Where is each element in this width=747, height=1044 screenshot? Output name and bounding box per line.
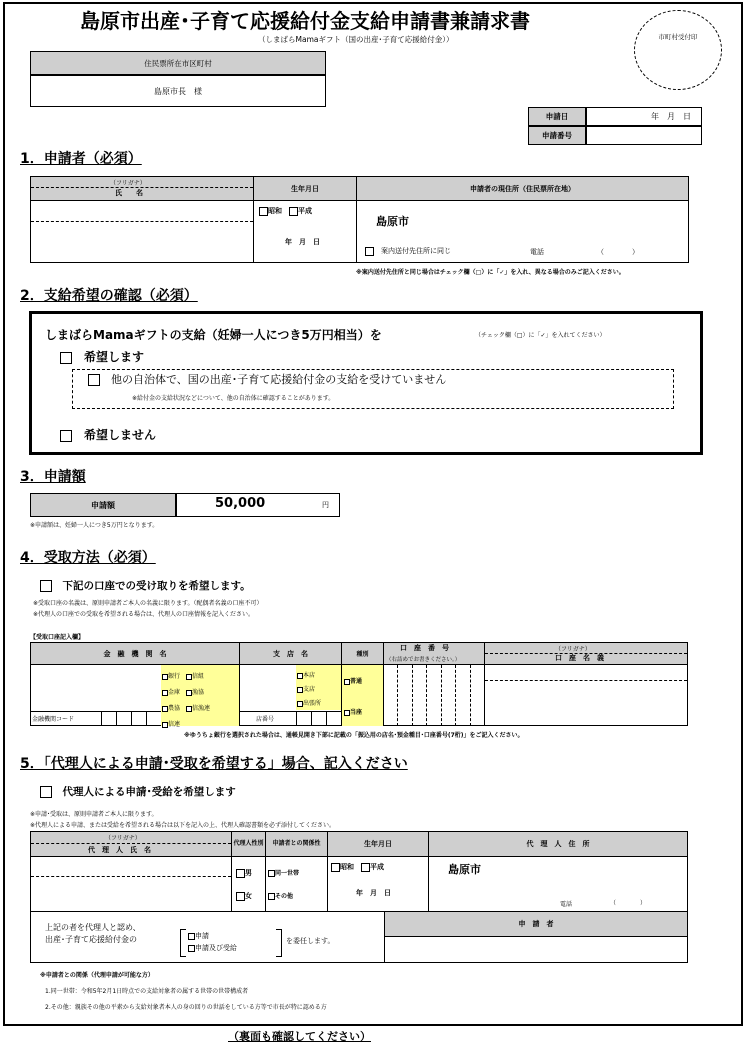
delegate-suffix: を委任します。	[286, 937, 335, 945]
branch-no-label: 店番号	[256, 716, 275, 723]
account-type-label: 種別	[356, 651, 369, 658]
proxy-sex-label: 代理人性別	[233, 839, 264, 847]
applicant-tel-label: 電話	[530, 248, 544, 256]
acct-type-futsu: 普通	[344, 676, 362, 685]
section3-note: ※申請額は、妊婦一人につき5万円となります。	[30, 522, 159, 529]
account-holder-field[interactable]	[485, 682, 687, 725]
proxy-tel-label: 電話	[560, 901, 573, 908]
section1-note: ※案内送付先住所と同じ場合はチェック欄（□）に「✓」を入れ、異なる場合のみご記入ください。	[356, 269, 625, 276]
same-address-checkbox[interactable]	[365, 247, 374, 256]
yucho-note: ※ゆうちょ銀行を選択された場合は、通帳見開き下部に記載の「振込用の店名･預金種目･口座番号(7桁)」をご記入ください。	[184, 732, 524, 739]
delegate-apply-checkbox[interactable]	[188, 933, 195, 940]
not-want-row: 希望しません	[60, 426, 156, 443]
account-number-label: 口 座 番 号	[400, 644, 449, 652]
account-type-options	[342, 665, 383, 726]
birth-label: 生年月日	[291, 184, 319, 193]
proxy-tel-field[interactable]: （ ）	[610, 900, 647, 907]
proxy-name-label: 代 理 人 氏 名	[88, 846, 151, 854]
branch-name-label: 支 店 名	[273, 649, 308, 658]
delegate-text1: 上記の者を代理人と認め、	[45, 923, 141, 932]
bank-type-list: 銀行 信組 金庫 漁協 農協 信漁連 信連	[162, 669, 210, 733]
section1-heading: 1．申請者（必須）	[20, 151, 142, 167]
account-holder-label: 口 座 名 義	[555, 654, 604, 662]
proxy-furigana-label: （フリガナ）	[105, 835, 141, 842]
relation-1: 1.同一世帯：令和5年2月1日時点での支給対象者の属する世帯の世帯構成者	[45, 988, 249, 995]
rel-same: 同一世帯	[268, 868, 299, 877]
section4-note2: ※代理人の口座での受取を希望される場合は、代理人の口座情報を記入ください。	[33, 611, 255, 618]
other-municipality-row: 他の自治体で、国の出産･子育て応援給付金の支給を受けていません	[88, 371, 446, 387]
bank-name-label: 金 融 機 関 名	[103, 649, 167, 658]
branch-no-field[interactable]	[296, 712, 341, 726]
bank-name-field[interactable]	[31, 665, 161, 711]
bank-code-field[interactable]	[101, 712, 161, 726]
applicant-name-field[interactable]	[31, 223, 253, 261]
applicant-tel-field[interactable]: （ ）	[597, 248, 639, 256]
acct-type-toza: 当座	[344, 707, 362, 716]
section5-heading: 5．「代理人による申請･受取を希望する」場合、記入ください	[20, 756, 408, 772]
proxy-name-field[interactable]	[31, 878, 231, 910]
bank-code-label: 金融機関コード	[32, 716, 75, 723]
delegate-apply-receive-checkbox[interactable]	[188, 945, 195, 952]
apply-date-field[interactable]: 年 月 日	[586, 107, 702, 126]
not-want-checkbox[interactable]	[60, 430, 72, 442]
section2-question: しまばらMamaギフトの支給（妊婦一人につき5万円相当）を	[45, 328, 382, 342]
applicant-name-label: 氏 名	[115, 189, 143, 197]
proxy-birth-label: 生年月日	[364, 840, 392, 848]
apply-date-label: 申請日	[528, 107, 586, 126]
other-municipality-checkbox[interactable]	[88, 374, 100, 386]
female-checkbox[interactable]	[236, 892, 245, 901]
section4-heading: 4．受取方法（必須）	[20, 550, 156, 566]
account-checkbox[interactable]	[40, 580, 52, 592]
delegate-opt2: 申請及び受給	[188, 943, 237, 953]
section5-note2: ※代理人による申請、または受給を希望される場合は以下を記入の上、代理人確認書類を必ず添付してください。	[30, 822, 336, 829]
proxy-furigana-field[interactable]	[31, 858, 231, 875]
rel-same-checkbox[interactable]	[268, 870, 275, 877]
birth-ymd: 年 月 日	[285, 238, 320, 246]
amount-value: 50,000	[215, 496, 266, 511]
birth-era: 昭和 平成	[259, 206, 312, 216]
municipality-label: 住民票所在市区町村	[30, 51, 326, 75]
want-checkbox[interactable]	[60, 352, 72, 364]
account-furigana-label: （フリガナ）	[555, 646, 591, 653]
proxy-era: 昭和 平成	[331, 862, 384, 872]
section2-check-note: （チェック欄（□）に「✓」を入れてください）	[475, 332, 606, 339]
addressee: 島原市長 様	[30, 75, 326, 107]
address-label: 申請者の現住所（住民票所在地）	[470, 184, 575, 193]
delegate-opt1: 申請	[188, 931, 209, 941]
applicant-furigana-label: （フリガナ）	[110, 180, 146, 187]
delegate-text2: 出産･子育て応援給付金の	[45, 935, 137, 944]
proxy-city: 島原市	[448, 863, 481, 876]
proxy-row: 代理人による申請･受給を希望します	[40, 784, 236, 799]
section5-note1: ※申請･受取は、原則申請者ご本人に限ります。	[30, 811, 158, 818]
branch-type-list: 本店 支店 出張所	[297, 669, 321, 711]
branch-name-field[interactable]	[240, 665, 296, 711]
proxy-female: 女	[236, 891, 252, 901]
account-row: 下記の口座での受け取りを希望します。	[40, 578, 251, 593]
male-checkbox[interactable]	[236, 869, 245, 878]
other-municipality-note: ※給付金の支給状況などについて、他の自治体に確認することがあります。	[132, 395, 335, 402]
page-title: 島原市出産･子育て応援給付金支給申請書兼請求書	[80, 9, 530, 33]
heisei-checkbox[interactable]	[289, 207, 298, 216]
amount-unit: 円	[322, 501, 329, 509]
same-address-row: 案内送付先住所に同じ	[365, 246, 451, 256]
amount-label: 申請額	[30, 493, 176, 517]
section3-heading: 3．申請額	[20, 469, 86, 485]
section4-note1: ※受取口座の名義は、原則申請者ご本人の名義に限ります。（配偶者名義の口座不可）	[33, 600, 263, 607]
proxy-heisei-checkbox[interactable]	[361, 863, 370, 872]
proxy-relation-label: 申請者との関係性	[272, 839, 321, 847]
footer-note: （裏面も確認してください）	[228, 1030, 371, 1043]
showa-checkbox[interactable]	[259, 207, 268, 216]
account-number-field[interactable]	[384, 665, 484, 726]
rel-other-checkbox[interactable]	[268, 893, 275, 900]
apply-no-field[interactable]	[586, 126, 702, 145]
proxy-showa-checkbox[interactable]	[331, 863, 340, 872]
proxy-birth-ymd: 年 月 日	[356, 889, 391, 897]
reception-stamp-area: 市町村受付印	[634, 10, 722, 90]
section2-heading: 2．支給希望の確認（必須）	[20, 288, 198, 304]
rel-other: その他	[268, 891, 293, 900]
relation-title: ※申請者との関係（代理申請が可能な方）	[40, 972, 154, 979]
proxy-address-label: 代 理 人 住 所	[526, 840, 590, 848]
bank-table-title: 【受取口座記入欄】	[30, 634, 85, 641]
apply-no-label: 申請番号	[528, 126, 586, 145]
proxy-male: 男	[236, 868, 252, 878]
applicant-city: 島原市	[376, 215, 409, 228]
applicant-sign-field[interactable]	[385, 937, 687, 962]
applicant-sign-label: 申 請 者	[518, 920, 554, 928]
applicant-furigana-field[interactable]	[31, 202, 253, 220]
relation-2: 2.その他：親族その他の平素から支給対象者本人の身の回りの世話をしている方等で市長が特に認める方	[45, 1004, 327, 1011]
want-row: 希望します	[60, 348, 144, 365]
account-furigana-field[interactable]	[485, 665, 687, 679]
page-subtitle: （しまばらMamaギフト（国の出産･子育て応援給付金））	[258, 35, 454, 44]
proxy-checkbox[interactable]	[40, 786, 52, 798]
account-number-sub: （右詰めでお書きください。）	[386, 657, 461, 663]
